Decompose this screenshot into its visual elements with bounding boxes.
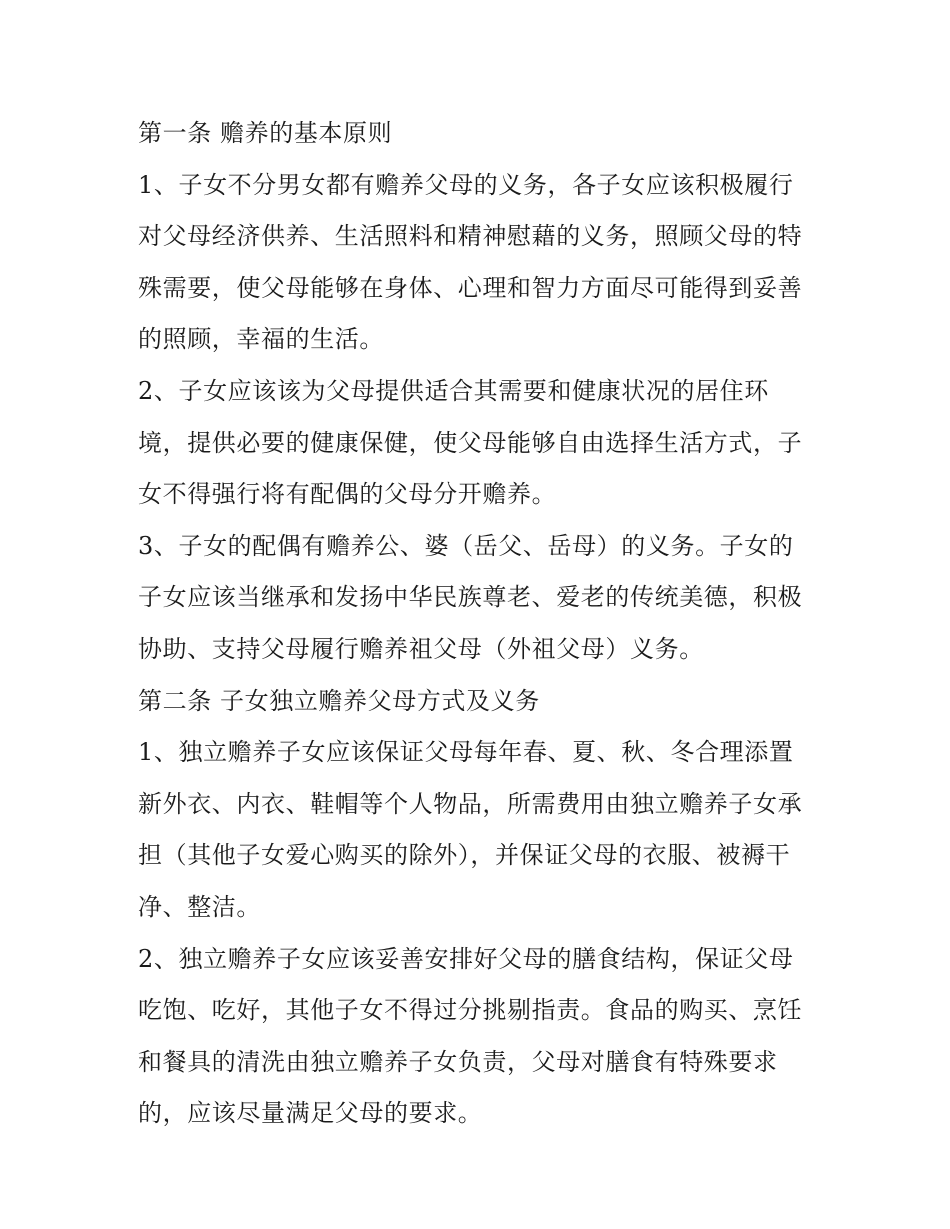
paragraph-line: 对父母经济供养、生活照料和精神慰藉的义务，照顾父母的特 <box>138 222 803 251</box>
paragraph-line: 2、子女应该该为父母提供适合其需要和健康状况的居住环 <box>138 376 769 405</box>
paragraph-line: 殊需要，使父母能够在身体、心理和智力方面尽可能得到妥善 <box>138 273 803 302</box>
paragraph-line: 1、独立赡养子女应该保证父母每年春、夏、秋、冬合理添置 <box>138 738 794 767</box>
paragraph-line: 吃饱、吃好，其他子女不得过分挑剔指责。食品的购买、烹饪 <box>138 996 803 1025</box>
paragraph-line: 协助、支持父母履行赡养祖父母（外祖父母）义务。 <box>138 634 704 663</box>
paragraph-line: 净、整洁。 <box>138 892 261 921</box>
paragraph-line: 1、子女不分男女都有赡养父母的义务，各子女应该积极履行 <box>138 170 794 199</box>
document-body <box>138 108 818 1140</box>
paragraph-line: 3、子女的配偶有赡养公、婆（岳父、岳母）的义务。子女的 <box>138 531 794 560</box>
section-1 <box>138 108 818 676</box>
section-1-paragraph-1 <box>138 160 818 366</box>
section-1-paragraph-2 <box>138 366 818 521</box>
section-1-paragraph-3 <box>138 521 818 676</box>
section-2-paragraph-2 <box>138 934 818 1140</box>
paragraph-line: 的照顾，幸福的生活。 <box>138 325 384 354</box>
paragraph-line: 的，应该尽量满足父母的要求。 <box>138 1099 483 1128</box>
paragraph-line: 新外衣、内衣、鞋帽等个人物品，所需费用由独立赡养子女承 <box>138 789 803 818</box>
paragraph-line: 担（其他子女爱心购买的除外），并保证父母的衣服、被褥干 <box>138 841 791 870</box>
paragraph-line: 女不得强行将有配偶的父母分开赡养。 <box>138 480 557 509</box>
section-2 <box>138 676 818 1140</box>
section-1-heading: 第一条 赡养的基本原则 <box>138 119 393 147</box>
section-2-heading: 第二条 子女独立赡养父母方式及义务 <box>138 686 540 715</box>
paragraph-line: 2、独立赡养子女应该妥善安排好父母的膳食结构，保证父母 <box>138 944 794 973</box>
paragraph-line: 子女应该当继承和发扬中华民族尊老、爱老的传统美德，积极 <box>138 583 803 612</box>
paragraph-line: 境，提供必要的健康保健，使父母能够自由选择生活方式，子 <box>138 428 803 457</box>
paragraph-line: 和餐具的清洗由独立赡养子女负责，父母对膳食有特殊要求 <box>138 1047 778 1076</box>
section-2-paragraph-1 <box>138 727 818 933</box>
